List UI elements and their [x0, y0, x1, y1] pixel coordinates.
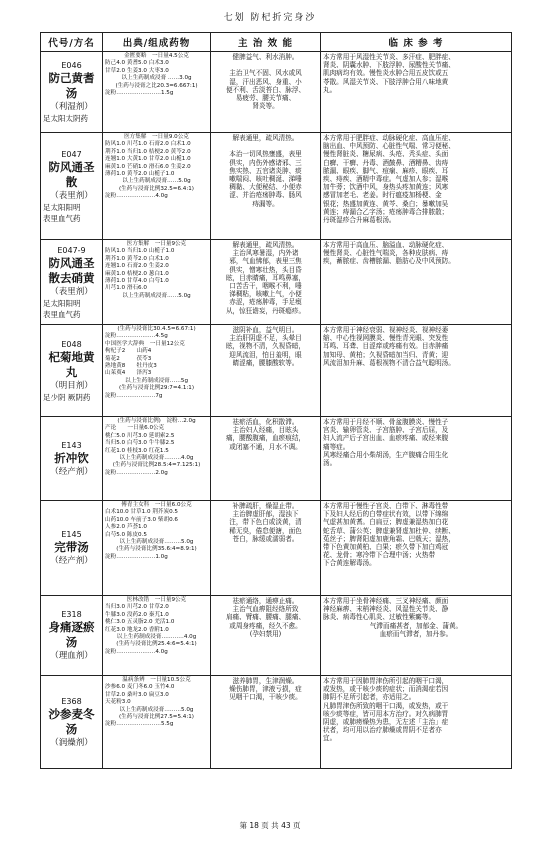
clinical-line: 汤。	[323, 459, 337, 468]
ingredient-line: (生药与浸膏比例25.4:6=5.4:1)	[116, 641, 197, 648]
indication-line: 滋阴补血，益气明目。	[232, 326, 299, 334]
indication-line: 主治气血痹阻经络所致	[232, 605, 299, 614]
code-name-cell	[41, 133, 103, 240]
ingredient-line: 连翘1.0 石膏2.0 生姜2.0	[105, 263, 169, 270]
clinical-line: 花、龙骨；寒冷带下合理中汤；火热带	[323, 551, 436, 560]
clinical-line: 慢性肾脏炎、糖尿病、头疮、秃头症、头面	[323, 150, 449, 159]
ingredient-line: 白术10.0 甘草1.0 荆芥炭0.5	[105, 509, 178, 516]
clinical-line: 风流泪加升麻、葛根视物不清合益气聪明汤。	[323, 358, 455, 367]
ingredient-line: (生药与浸膏比例) 淀粉…2.0g	[117, 418, 196, 424]
ingredient-line: 当归5.0 白芍3.0 牛牛膝2.5	[105, 440, 175, 447]
indications-cell	[211, 240, 321, 325]
formula-code: E145	[61, 530, 82, 539]
column-header-indications: 主 治 效 能	[211, 33, 321, 52]
ingredient-line: 薄荷1.0 黄芩2.0 山栀子1.0	[105, 171, 175, 178]
ingredient-line: 白芍5.0 陈皮0.5	[105, 531, 147, 538]
clinical-line: 气滞而痛甚者，加郁金、蒲黄。	[369, 621, 463, 630]
clinical-reference-cell	[321, 240, 512, 325]
indications-cell	[211, 596, 321, 676]
source-ingredients-cell	[103, 325, 211, 417]
clinical-line: 加知母、黄柏；久视昏暗加当归、青黄；迎	[323, 350, 449, 359]
ingredient-line: 温病条辨 一日量10.5公克	[122, 677, 191, 683]
ingredient-line: 淀粉…………………7g	[105, 392, 163, 399]
meridian-note: 表里血气药	[43, 309, 81, 319]
formula-type: （理血剂）	[50, 651, 93, 661]
ingredient-line: (生药与浸膏比例29:7=4.1:1)	[118, 385, 195, 392]
formula-table	[40, 32, 512, 769]
clinical-line: 本方常用于慢性子宫炎、白带下、淋毒性带	[323, 502, 449, 510]
ingredient-line: 沙参6.0 麦门冬6.0 玉竹4.0	[105, 684, 175, 691]
indication-line: 或闭塞不通，月水不调。	[229, 442, 302, 451]
table-row	[41, 133, 512, 240]
indication-line: 眩，目赤睛痛，耳鸣鼻塞，	[225, 273, 306, 282]
clinical-line: 阴虚，或肺痨燥热为患，无左述「主治」症	[323, 718, 449, 727]
ingredient-line: 淀粉……………………1.5g	[105, 90, 174, 97]
ingredient-line: 红花3.0 地龙2.0 香附1.0	[105, 626, 169, 633]
formula-name: 杞菊地黄丸	[48, 349, 95, 379]
page-title: 七划 防杞折完身沙	[223, 13, 317, 23]
clinical-line: 痛等症。	[323, 442, 350, 451]
formula-name: 防风通圣	[48, 255, 95, 270]
clinical-line: 脓漏、眼疾、脚气、痘痫、麻疹、眼疾、耳	[323, 166, 449, 175]
table-row	[41, 596, 512, 676]
code-name-cell	[41, 596, 103, 676]
ingredient-line: (生药与浸膏比例32.5=6.4:1)	[118, 185, 194, 192]
source-ingredients-cell	[103, 676, 211, 769]
indication-line: 主治风寒暑湿，内外诸	[232, 249, 299, 258]
ingredient-line: 菊花2 茯苓3	[105, 355, 152, 362]
indication-line: 口苦舌干，咽喉不利，唾	[229, 282, 302, 291]
indications-cell	[211, 325, 321, 417]
indication-line: 滋养肺胃，生津润燥。	[232, 677, 299, 685]
formula-name: 身痛逐瘀汤	[48, 620, 95, 649]
ingredient-line: 熟地黄8 牡丹皮3	[105, 363, 157, 370]
clinical-line: 咳少痰等症，皆可用本方治疗。对久病肺胃	[323, 709, 449, 718]
ingredient-line: 荆芥1.0 当归1.0 桔梗2.0 黄芩2.0	[105, 148, 191, 155]
clinical-line: 下合黄连解毒汤。	[323, 559, 376, 568]
clinical-reference-cell	[321, 325, 512, 417]
indication-line: 赤涩，疮疡肿毒，手足瘈	[229, 298, 302, 307]
indication-line: 主治妇人经痛，目眩头	[232, 426, 299, 435]
indication-line: 健脾益气、利水消肿。	[232, 53, 299, 61]
indication-line: 见咽干口渴，干咳少痰。	[229, 693, 302, 702]
table-row	[41, 240, 512, 325]
indication-line: 主治脾虚肝郁，湿浊下	[232, 510, 299, 519]
clinical-line: 宫炎、输卵管炎、子宫筋肿、子宫后屈，及	[323, 426, 449, 435]
formula-name: 沙参麦冬汤	[48, 706, 95, 736]
clinical-reference-cell	[321, 501, 512, 596]
ingredient-line: 甘草2.0 生姜3.0 大枣3.0	[105, 67, 169, 74]
ingredient-line: 枸杞子2 山药4	[105, 348, 152, 355]
ingredient-line: 以上生药制成浸膏……5.0g	[122, 292, 191, 299]
indication-line: 从，惊狂谵妄，丹斑瘾疹。	[225, 306, 306, 315]
indication-line: 痛，腰酸腹痛，血瘀痕结，	[225, 434, 306, 443]
ingredient-line: 淀粉…………………4.0g	[105, 648, 168, 655]
ingredient-line: 以上生药制成浸膏……5g	[124, 377, 189, 384]
clinical-line: 血瘀而气滞者，加丹参。	[379, 629, 453, 638]
clinical-line: 下及妇人经后的白带症状有效，以带下绵绵	[323, 510, 449, 519]
clinical-reference-cell	[321, 52, 512, 133]
clinical-line: 缩、中心性视网膜炎、慢性青光眼、突发性	[323, 334, 449, 343]
clinical-line: 本方常用于风湿性关节炎、多汗症、肥胖症、	[323, 53, 455, 61]
clinical-line: 耳鸣、耳聋、目涩痒或疼痛有效。目赤肿痛	[323, 342, 449, 351]
clinical-line: 苓散。风湿关节炎、下肢浮肿合用八味地黄	[323, 77, 449, 86]
clinical-line: 疾、痔疾、酒精中毒症。气虚加人参；湿喉	[323, 175, 449, 184]
ingredient-line: (生药与浸膏比例35.6:4=8.9:1)	[116, 546, 197, 553]
meridian-note: 足少阴 厥阴药	[43, 392, 91, 402]
clinical-line: 或发热，或干咳少痰的症状；而消渴症若因	[323, 685, 449, 694]
clinical-line: 凡肺胃津伤所致的咽干口渴，或发热，或干	[323, 701, 449, 710]
source-ingredients-cell	[103, 52, 211, 133]
clinical-line: 黄连；痔漏合乙字汤；疮疡肿毒合排脓散；	[323, 207, 449, 216]
clinical-line: 风寒经痛合用小柴胡汤，生产腹痛合用生化	[323, 450, 449, 459]
indication-line: 眩，视物不清，久视昏暗，	[225, 342, 306, 351]
source-ingredients-cell	[103, 596, 211, 676]
clinical-line: 肺阴不足所引起者，亦适用之。	[323, 693, 416, 702]
table-row	[41, 325, 512, 417]
meridian-note: 表里血气药	[43, 213, 81, 223]
ingredient-line: 中国医学大辞典 一日量12公克	[105, 340, 185, 347]
ingredient-line: 以上生药制成浸膏…………4.0g	[116, 634, 197, 641]
clinical-reference-cell	[321, 133, 512, 240]
ingredient-line: 医方集解 一日量9公克	[126, 241, 187, 247]
clinical-line: 状者，均可用以治疗肺燥或胃阴不足者亦	[323, 726, 442, 735]
meridian-note: 足太阳太阴药	[43, 114, 88, 123]
column-header-code-name: 代号/方名	[41, 33, 103, 52]
code-name-cell	[41, 325, 103, 417]
indication-line: 或周身疼痛，经久不愈。	[229, 621, 302, 630]
indication-line: 主治卫气不固、风水或风	[229, 69, 302, 78]
formula-code: E318	[61, 610, 82, 619]
indication-line: 俱实，憎寒壮热，头目昏	[229, 265, 302, 274]
ingredient-line: 桃仁5.0 川芎3.0 延胡索2.5	[105, 432, 175, 439]
ingredient-line: 人参2.0 芦荟1.0	[105, 524, 147, 531]
formula-type: （经产剂）	[50, 466, 93, 477]
formula-type: （经产剂）	[50, 556, 93, 566]
indication-line: 祛瘀通络，通痹止痛。	[232, 597, 299, 605]
clinical-line: 宜。	[323, 734, 337, 743]
clinical-line: 本方常用于肥胖症、动脉硬化症、高血压症、	[323, 134, 455, 142]
clinical-line: 本方常用于坐骨神经痛、三叉神经痛、颜面	[323, 597, 449, 605]
clinical-line: 肾炎、阴囊水肿、下肢浮肿、尿酸性关节痛、	[323, 61, 455, 70]
indications-cell	[211, 417, 321, 501]
formula-code: E143	[61, 440, 82, 450]
indication-line: 涩、并治疮疡肿毒、肠风	[229, 191, 302, 200]
ingredient-line: 天花粉3.0	[105, 699, 131, 706]
code-name-cell	[41, 52, 103, 133]
formula-name: 完带汤	[54, 540, 89, 554]
ingredient-line: 麻黄1.0 桔梗2.0 葱白1.0	[105, 270, 169, 277]
clinical-reference-cell	[321, 676, 512, 769]
indication-line: 涕稠粘，咳嗽上气，小便	[229, 290, 302, 299]
clinical-line: 脉炎、病毒性心肌炎、过敏性紫癜等。	[323, 613, 436, 622]
ingredient-line: 防风1.0 当归1.0 山栀子1.0	[105, 248, 175, 255]
ingredient-line: (生药与浸膏比例28.5:4=7.125:1)	[112, 462, 201, 469]
code-name-cell	[41, 417, 103, 501]
clinical-line: 感冒加老毛、老姜。时行瘟疫加杨梗、金	[323, 191, 442, 200]
indication-line: 焦实热、五官诸炎肿、痰	[229, 166, 302, 175]
ingredient-line: 以上生药制成浸膏………4.0g	[119, 455, 194, 462]
ingredient-line: 红花1.0 桂枝3.0 红花1.5	[105, 447, 169, 454]
clinical-line: 丸。	[323, 85, 337, 94]
indication-line: 燥伤肺胃，津液亏损，症	[229, 685, 302, 694]
ingredient-line: 薄荷1.0 甘草4.0 白芍1.0	[105, 278, 169, 285]
ingredient-line: 医方集解 一日量9.0公克	[124, 134, 189, 140]
ingredient-line: (生药与浸膏比30.4.5=6.67:1)	[117, 326, 196, 332]
indication-line: 解表通里，疏风清热。	[232, 241, 299, 249]
ingredient-line: 淀粉…………………4.5g	[105, 333, 168, 340]
page-footer: 第 18 页 共 43 页	[239, 821, 301, 830]
clinical-reference-cell	[321, 596, 512, 676]
clinical-line: 本方常用于高血压、脑溢血、动脉硬化症、	[323, 241, 449, 249]
ingredient-line: 以上生药制成浸膏 ……3.0g	[121, 75, 192, 82]
indications-cell	[211, 133, 321, 240]
ingredient-line: 甘草2.0 桑叶3.0 扁豆3.0	[105, 691, 169, 698]
ingredient-line: 淀粉…………………1.0g	[105, 553, 168, 560]
ingredient-line: 淀粉…………………2.0g	[105, 469, 168, 476]
clinical-line: 本方常用于月经不顺、骨盆腹膜炎、慢性子	[323, 418, 449, 426]
formula-type: （明目剂）	[50, 380, 93, 391]
source-ingredients-cell	[103, 417, 211, 501]
indication-line: 易疲劳、腰关节痛、	[235, 94, 296, 103]
source-ingredients-cell	[103, 240, 211, 325]
formula-code: E047	[61, 149, 82, 159]
ingredient-line: 牛膝3.0 没药2.0 秦艽1.0	[105, 611, 169, 618]
indication-line: 肾炎等。	[252, 102, 279, 111]
formula-name: 散去硝黄	[48, 270, 95, 285]
formula-code: E368	[61, 696, 82, 706]
indication-line: 本治一切风热壅盛，表里	[229, 150, 302, 159]
indication-line: 迎风流泪，怕日羞明，眼	[229, 350, 302, 359]
table-header-row	[41, 33, 512, 52]
formula-name: 防己黄耆汤	[48, 71, 95, 100]
clinical-line: 脑出血、中风预防、心脏性气喘、常习便秘、	[323, 142, 455, 151]
ingredient-line: 以上生药制成浸膏……5.0g	[122, 178, 191, 185]
clinical-line: 菟丝子；脾肾阳虚加鹿角霜、巴戟天；湿热，	[323, 534, 455, 543]
clinical-line: 气虚甚加黄耆。白扁豆；脾虚兼湿热加白花	[323, 518, 449, 527]
code-name-cell	[41, 240, 103, 325]
indication-line: 稀无臭，倦怠便溏，面色	[229, 526, 302, 535]
indication-line: 补脾疏肝，燥湿止带。	[232, 502, 299, 510]
ingredient-line: 山药10.0 车前子3.0 柴胡0.6	[105, 516, 178, 523]
clinical-line: 带下色黄加黄柏、白果；瘀久带下加白鸡冠	[323, 543, 449, 552]
ingredient-line: 桃仁3.0 五灵脂2.0 羌活1.0	[105, 619, 175, 626]
ingredient-line: 淀粉……………………5.5g	[105, 721, 174, 728]
clinical-line: 妇人流产后子宫出血、血瘀疼痛、或经来腹	[323, 434, 449, 443]
ingredient-line: 产论 一日量6.0公克	[105, 425, 165, 432]
ingredient-line: 以上生药制成浸膏………5.0g	[119, 706, 194, 713]
clinical-line: 丹斑湿疹合升麻葛根汤。	[323, 216, 396, 225]
clinical-line: 本方常用于神经衰弱、视神经炎、视神经萎	[323, 326, 449, 334]
formula-name: 防风通圣散	[48, 159, 95, 189]
indications-cell	[211, 501, 321, 596]
indication-line: 肩痛、臂痛、腰痛、腿痛、	[225, 613, 306, 622]
column-header-clinical-reference: 临 床 参 考	[321, 33, 512, 52]
indication-line: (孕妇禁用)	[249, 629, 282, 638]
clinical-line: 神经麻痹、末梢神经炎、风湿性关节炎、静	[323, 605, 449, 614]
clinical-line: 慢性肾炎、心脏性气喘炎，各种皮肤病、痔	[323, 249, 449, 258]
formula-type: （利湿剂）	[50, 102, 93, 112]
ingredient-line: 防风1.0 川芎1.0 石膏2.0 白术1.0	[105, 141, 191, 148]
ingredient-line: 防己4.0 黄耆5.0 白术3.0	[105, 60, 169, 67]
indication-line: 俱实，内伤外感诸邪、三	[229, 158, 302, 167]
clinical-line: 银花；热盛加黄连、黄芩、桑白；暴嗽加吴	[323, 199, 449, 208]
ingredient-line: (生药与浸膏之比20.3=6.667:1)	[115, 82, 198, 89]
formula-type: （表里剂）	[50, 190, 93, 201]
code-name-cell	[41, 501, 103, 596]
table-row	[41, 501, 512, 596]
column-header-source-ingredients: 出典/组成药物	[103, 33, 211, 52]
indications-cell	[211, 52, 321, 133]
clinical-reference-cell	[321, 417, 512, 501]
source-ingredients-cell	[103, 133, 211, 240]
clinical-line: 肌肉病均有效。慢性炎水肿合用五皮饮或五	[323, 69, 449, 78]
meridian-note: 足太阳阳明	[43, 298, 81, 308]
formula-type: （润燥剂）	[50, 737, 93, 748]
ingredient-line: 金匮要略 一日量4.5公克	[124, 53, 189, 59]
indication-line: 邪，气血怫郁，表里三焦	[229, 257, 302, 266]
indication-line: 湿，汗出恶风、身重、小	[229, 77, 302, 86]
indication-line: 嗽喘闷、咳吐稠涎、涕唾	[229, 175, 302, 184]
ingredient-line: 当归3.0 川芎2.0 甘草2.0	[105, 604, 169, 611]
table-row	[41, 52, 512, 133]
ingredient-line: (生药与浸膏比例27.5=5.4:1)	[118, 714, 194, 721]
indication-line: 便不利、舌淡苔白、脉浮、	[225, 85, 306, 94]
ingredient-line: 傅青主女科 一日量6.0公克	[121, 502, 192, 508]
meridian-note: 足太阳阳明	[43, 202, 81, 212]
formula-code: E048	[61, 339, 82, 349]
indication-line: 注，带下色白或淡黄，清	[229, 518, 302, 527]
ingredient-line: 荆芥1.0 黄芩2.0 白术1.0	[105, 255, 169, 262]
indication-line: 痔漏等。	[252, 199, 279, 208]
ingredient-line: 山茱萸4 泽泻3	[105, 370, 152, 377]
indication-line: 稠黏、大便秘结、小便赤	[229, 183, 302, 192]
indication-line: 祛瘀活血，化积散滞。	[232, 418, 299, 426]
formula-code: E046	[61, 61, 82, 70]
clinical-line: 蛇舌草、蒲公英；脾虚兼肾虚加杜仲、续断、	[323, 526, 455, 535]
ingredient-line: 以上生药制成浸膏………5.0g	[119, 539, 194, 546]
source-ingredients-cell	[103, 501, 211, 596]
indications-cell	[211, 676, 321, 769]
ingredient-line: 川芎1.0 滑石6.0	[105, 285, 147, 292]
indication-line: 苍白，脉缓或濡弱者。	[232, 534, 299, 543]
code-name-cell	[41, 676, 103, 769]
formula-type: （表里剂）	[50, 286, 93, 297]
ingredient-line: 麻黄1.0 芒硝1.0 滑石6.0 生姜2.0	[105, 163, 191, 170]
ingredient-line: 医林改错 一日量9公克	[126, 597, 187, 603]
clinical-line: 疾，蓄脓症、齿槽脓漏、脂肪心及中风预防。	[323, 257, 455, 266]
ingredient-line: 连翘1.0 大黄1.0 甘草2.0 山栀1.0	[105, 156, 191, 163]
formula-name: 折冲饮	[54, 450, 89, 465]
clinical-line: 白癣、干癣、丹毒、酒皶鼻、酒糟鼻、齿痔	[323, 158, 449, 167]
formula-code: E047-9	[57, 245, 86, 255]
clinical-line: 本方常用于因肺胃津伤所引起的咽干口渴，	[323, 677, 449, 685]
ingredient-line: 淀粉…………………4.0g	[105, 193, 168, 200]
indication-line: 解表通里，疏风清热。	[232, 134, 299, 142]
table-row	[41, 676, 512, 769]
clinical-line: 加牛蒡；饮酒中风，身热头疼加黄连；风寒	[323, 183, 449, 192]
indication-line: 睛涩痛，腰膝酸软等。	[232, 358, 299, 367]
table-row	[41, 417, 512, 501]
indication-line: 主治肝阴虚不足，头晕目	[229, 334, 302, 343]
